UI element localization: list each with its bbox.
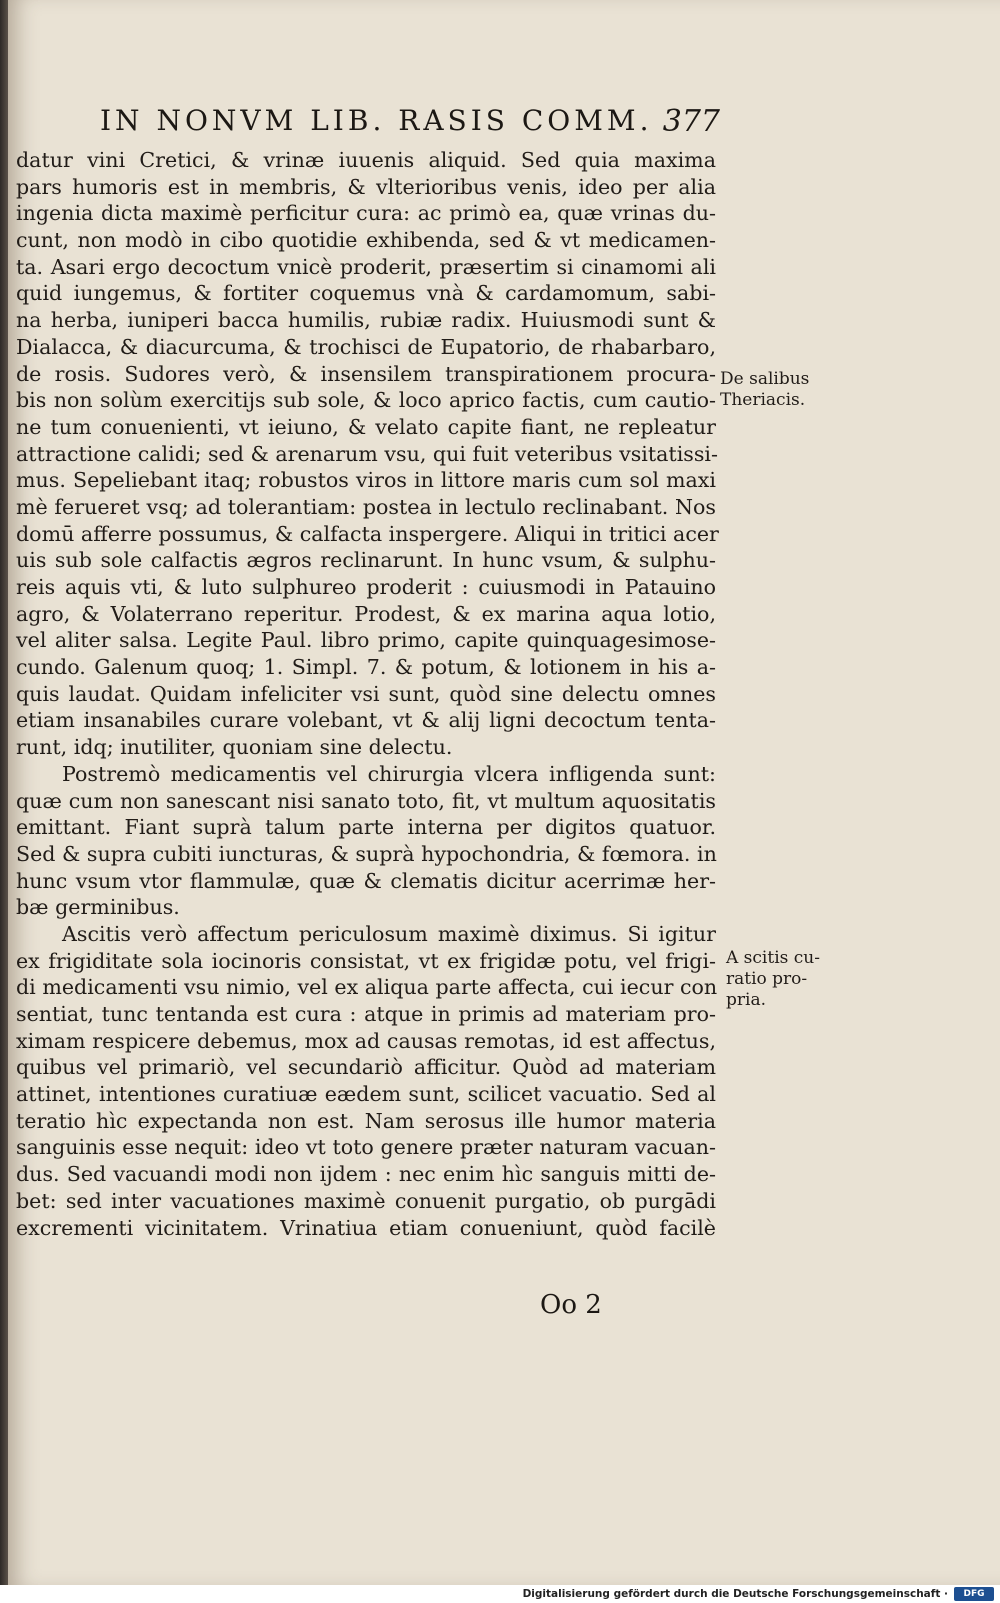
text-line: Ascitis verò affectum periculosum maximè diximus. Si igitur [62, 921, 716, 946]
text-line: mè ferueret vsq; ad tolerantiam: postea in lectulo reclinabant. Nos [16, 494, 716, 519]
text-line: quæ cum non sanescant nisi sanato toto, fit, vt multum aquositatis [16, 788, 716, 813]
margin-note-de-salibus [720, 369, 830, 411]
text-line: quibus vel primariò, vel secundariò afficitur. Quòd ad materiam [16, 1055, 716, 1080]
text-line: agro, & Volaterrano reperitur. Prodest, & ex marina aqua lotio, [16, 601, 716, 626]
text-line: hunc vsum vtor flammulæ, quæ & clematis dicitur acerrimæ her- [16, 868, 716, 893]
text-line: Sed & supra cubiti iuncturas, & suprà hypochondria, & fœmora. in [16, 841, 717, 866]
text-line: etiam insanabiles curare volebant, vt & alij ligni decoctum tenta- [16, 708, 716, 733]
text-line: sentiat, tunc tentanda est cura : atque in primis ad materiam pro- [16, 1002, 716, 1026]
text-line: di medicamenti vsu nimio, vel ex aliqua parte affecta, cui iecur con [16, 975, 718, 1000]
text-line: Dialacca, & diacurcuma, & trochisci de Eupatorio, de rhabarbaro, [16, 334, 716, 359]
text-line: dus. Sed vacuandi modi non ijdem : nec enim hìc sanguis mitti de- [16, 1162, 716, 1187]
margin-note-line: De salibus [720, 369, 810, 389]
running-head [100, 104, 720, 144]
digitization-credit: Digitalisierung gefördert durch die Deutsche Forschungsgemeinschaft · [522, 1588, 948, 1600]
running-title: IN NONVM LIB. RASIS COMM. [100, 104, 653, 137]
text-line: bæ germinibus. [16, 895, 180, 920]
text-line: ximam respicere debemus, mox ad causas remotas, id est affectus, [16, 1028, 716, 1053]
text-line: domū afferre possumus, & calfacta inspergere. Aliqui in tritici acer [16, 521, 719, 546]
margin-note-line: Theriacis. [720, 390, 806, 410]
text-line: attractione calidi; sed & arenarum vsu, qui fuit veteribus vsitatissi- [16, 441, 718, 466]
text-line: cunt, non modò in cibo quotidie exhibenda, sed & vt medicamen- [16, 228, 716, 253]
text-line: attinet, intentiones curatiuæ eædem sunt, scilicet vacuatio. Sed al [16, 1082, 716, 1107]
text-line: ex frigiditate sola iocinoris consistat, vt ex frigidæ potu, vel frigi- [16, 948, 716, 973]
text-line: quid iungemus, & fortiter coquemus vnà & cardamomum, sabi- [16, 281, 716, 306]
signature-mark: Oo 2 [540, 1290, 602, 1320]
text-line: excrementi vicinitatem. Vrinatiua etiam conueniunt, quòd facilè [16, 1215, 716, 1240]
dfg-logo: DFG [954, 1587, 994, 1601]
page-number: 377 [662, 104, 720, 139]
text-line: cundo. Galenum quoq; 1. Simpl. 7. & potum, & lotionem in his a- [16, 655, 716, 680]
text-line: vel aliter salsa. Legite Paul. libro primo, capite quinquagesimose- [16, 628, 716, 653]
margin-note-line: ratio pro- [726, 969, 808, 989]
text-line: bet: sed inter vacuationes maximè conuenit purgatio, ob purgādi [16, 1188, 716, 1213]
body-text [16, 147, 719, 1241]
text-line: pars humoris est in membris, & vlterioribus venis, ideo per alia [16, 174, 716, 199]
margin-note-ascitis [726, 948, 836, 1011]
text-line: bis non solùm exercitijs sub sole, & loco aprico factis, cum cautio- [16, 388, 716, 413]
text-line: ne tum conuenienti, vt ieiuno, & velato capite fiant, ne repleatur [16, 414, 716, 439]
text-line: emittant. Fiant suprà talum parte interna per digitos quatuor. [16, 815, 716, 840]
text-line: de rosis. Sudores verò, & insensilem transpirationem procura- [16, 361, 716, 386]
margin-note-line: pria. [726, 990, 766, 1010]
text-line: Postremò medicamentis vel chirurgia vlcera infligenda sunt: [62, 761, 716, 786]
text-line: runt, idq; inutiliter, quoniam sine delectu. [16, 735, 453, 760]
scan-edge [0, 0, 8, 1603]
text-line: teratio hìc expectanda non est. Nam serosus ille humor materia [16, 1108, 716, 1133]
text-line: sanguinis esse nequit: ideo vt toto genere præter naturam vacuan- [16, 1135, 716, 1160]
text-line: ingenia dicta maximè perficitur cura: ac primò ea, quæ vrinas du- [16, 201, 716, 226]
text-line: quis laudat. Quidam infeliciter vsi sunt, quòd sine delectu omnes [16, 681, 716, 706]
text-line: datur vini Cretici, & vrinæ iuuenis aliquid. Sed quia maxima [16, 148, 716, 172]
margin-note-line: A scitis cu- [726, 948, 820, 968]
text-line: uis sub sole calfactis ægros reclinarunt. In hunc vsum, & sulphu- [16, 548, 716, 573]
text-line: reis aquis vti, & luto sulphureo proderit : cuiusmodi in Patauino [16, 575, 716, 599]
text-line: mus. Sepeliebant itaq; robustos viros in littore maris cum sol maxi [16, 468, 716, 493]
text-line: na herba, iuniperi bacca humilis, rubiæ radix. Huiusmodi sunt & [16, 308, 716, 333]
text-line: ta. Asari ergo decoctum vnicè proderit, præsertim si cinamomi ali [16, 254, 716, 279]
